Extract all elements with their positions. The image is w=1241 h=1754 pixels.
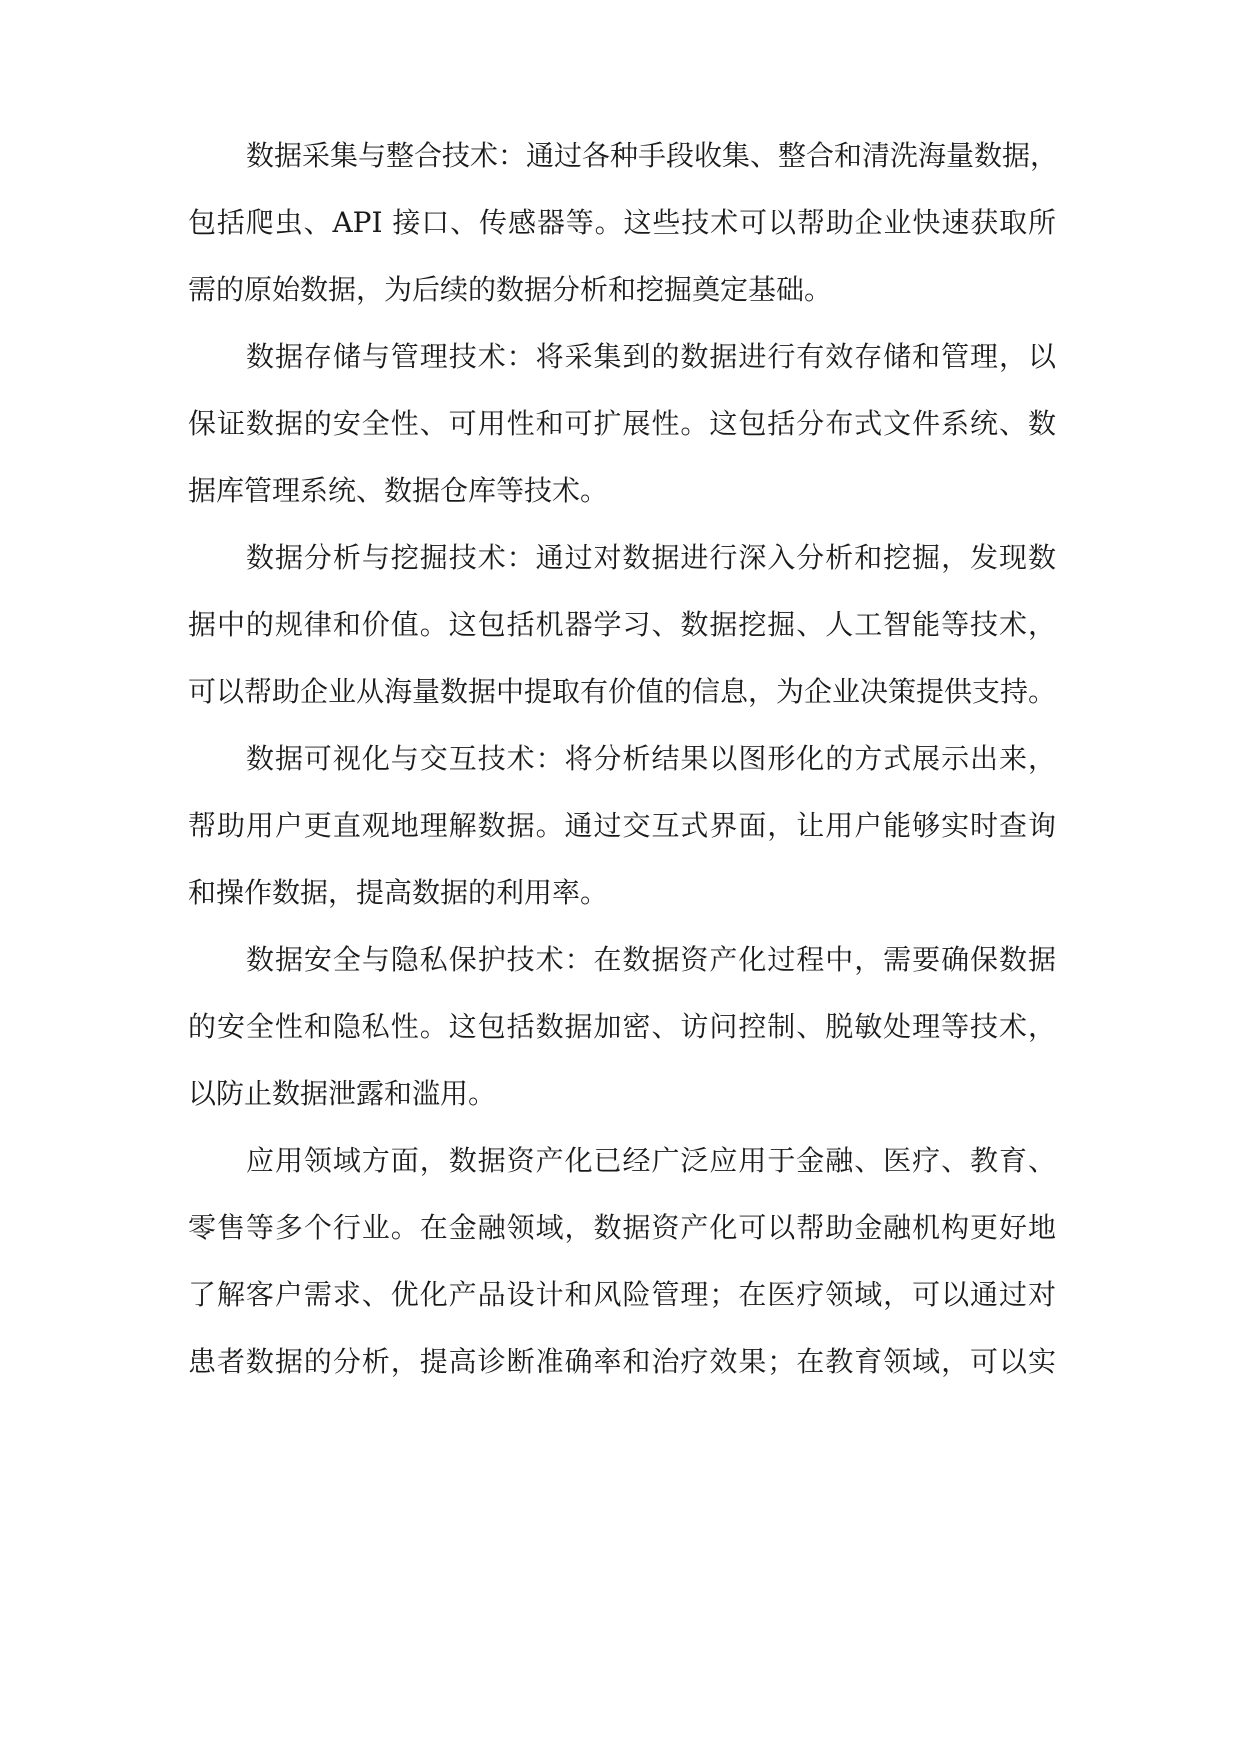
text-line: 了解客户需求、优化产品设计和风险管理；在医疗领域，可以通过对 [188,1278,1056,1311]
text-line: 的安全性和隐私性。这包括数据加密、访问控制、脱敏处理等技术， [188,1010,1056,1043]
text-line: 可以帮助企业从海量数据中提取有价值的信息，为企业决策提供支持。 [188,675,1057,708]
text-line: 数据分析与挖掘技术：通过对数据进行深入分析和挖掘，发现数 [246,541,1056,574]
text-line: 数据存储与管理技术：将采集到的数据进行有效存储和管理，以 [246,340,1056,373]
text-line: 零售等多个行业。在金融领域，数据资产化可以帮助金融机构更好地 [188,1211,1056,1244]
text-line: 保证数据的安全性、可用性和可扩展性。这包括分布式文件系统、数 [188,407,1056,440]
text-line: 和操作数据，提高数据的利用率。 [188,876,609,909]
text-line: 应用领域方面，数据资产化已经广泛应用于金融、医疗、教育、 [246,1144,1056,1177]
text-line: 据库管理系统、数据仓库等技术。 [188,474,609,507]
text-line: 帮助用户更直观地理解数据。通过交互式界面，让用户能够实时查询 [188,809,1056,842]
text-line: 以防止数据泄露和滥用。 [188,1077,497,1110]
text-line: 需的原始数据，为后续的数据分析和挖掘奠定基础。 [188,273,833,306]
text-line: 患者数据的分析，提高诊断准确率和治疗效果；在教育领域，可以实 [188,1345,1056,1378]
text-line: 数据采集与整合技术：通过各种手段收集、整合和清洗海量数据， [246,139,1059,172]
text-line: 包括爬虫、API 接口、传感器等。这些技术可以帮助企业快速获取所 [188,206,1056,239]
text-line: 数据安全与隐私保护技术：在数据资产化过程中，需要确保数据 [246,943,1056,976]
text-line: 数据可视化与交互技术：将分析结果以图形化的方式展示出来， [246,742,1056,775]
text-line: 据中的规律和价值。这包括机器学习、数据挖掘、人工智能等技术， [188,608,1056,641]
